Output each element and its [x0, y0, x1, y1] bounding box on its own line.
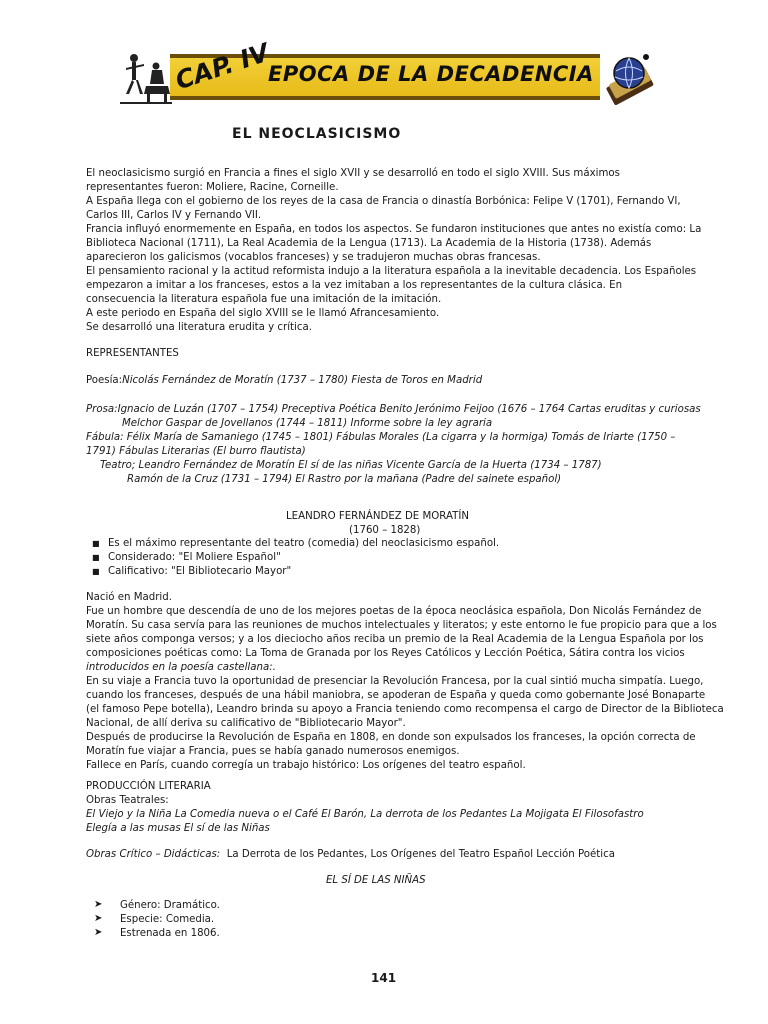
fabula-line: 1791) Fábulas Literarias (El burro flautista) [86, 446, 306, 457]
moratin-heading: LEANDRO FERNÁNDEZ DE MORATÍN [286, 511, 469, 522]
moratin-dates: (1760 – 1828) [349, 525, 421, 536]
intro-line: El pensamiento racional y la actitud reformista indujo a la literatura española a la inevitable decadencia. Los Españoles [86, 266, 697, 277]
bio-line: siete años componga versos; y a los dieciocho años reciba un premio de la Real Academia de la Lengua Española por los [86, 634, 704, 645]
arrow-bullet-icon: ➤ [94, 913, 103, 924]
bio-line: (el famoso Pepe botella), Leandro brinda su apoyo a Francia teniendo como recompensa el cargo de Director de la Biblioteca [86, 704, 724, 715]
arrow-bullet-icon: ➤ [94, 927, 103, 938]
poesia-entry [86, 374, 482, 388]
page-number: 141 [371, 971, 397, 985]
banner-stripe-bottom [170, 96, 600, 100]
obras-line: El Viejo y la Niña La Comedia nueva o el Café El Barón, La derrota de los Pedantes La Mojigata El Filosofastro [86, 809, 644, 820]
bio-line: Nacional, de allí deriva su calificativo de "Bibliotecario Mayor". [86, 718, 406, 729]
intro-line: representantes fueron: Moliere, Racine, Corneille. [86, 182, 339, 193]
bullet-icon: ■ [92, 539, 100, 548]
don-quixote-figures-icon [116, 48, 174, 106]
bio-line: composiciones poéticas como: La Toma de Granada por los Reyes Católicos y Lección Poética, Sátira contra los vicios [86, 648, 685, 659]
intro-line: Se desarrolló una literatura erudita y crítica. [86, 322, 312, 333]
bio-line: Después de producirse la Revolución de España en 1808, en donde son expulsados los franceses, la opción correcta de [86, 732, 696, 743]
teatro-line: Teatro; Leandro Fernández de Moratín El sí de las niñas Vicente García de la Huerta (1734 – 1787) [100, 460, 602, 471]
prosa-text: Ignacio de Luzán (1707 – 1754) Preceptiva Poética Benito Jerónimo Feijoo (1676 – 1764 Cartas eruditas y curiosas [117, 404, 701, 415]
intro-line: A España llega con el gobierno de los reyes de la casa de Francia o dinastía Borbónica: Felipe V (1701), Fernando VI, [86, 196, 681, 207]
critico-text: La Derrota de los Pedantes, Los Orígenes del Teatro Español Lección Poética [226, 849, 615, 860]
representantes-heading: REPRESENTANTES [86, 348, 179, 359]
intro-line: Carlos III, Carlos IV y Fernando VII. [86, 210, 262, 221]
bio-line: Fue un hombre que descendía de uno de los mejores poetas de la época neoclásica española, Don Nicolás Fernández de [86, 606, 702, 617]
arrow-bullet-icon: ➤ [94, 899, 103, 910]
bio-line: Moratín fue viajar a Francia, pues se había ganado numerosos enemigos. [86, 746, 460, 757]
moratin-bullet: Considerado: "El Moliere Español" [108, 552, 281, 563]
intro-line: Biblioteca Nacional (1711), La Real Academia de la Lengua (1713). La Academia de la Historia (1738). Además [86, 238, 652, 249]
intro-line: Francia influyó enormemente en España, en todos los aspectos. Se fundaron instituciones que antes no existía como: La [86, 224, 702, 235]
bio-line: Fallece en París, cuando corregía un trabajo histórico: Los orígenes del teatro español. [86, 760, 526, 771]
prosa-label: Prosa: [86, 404, 118, 415]
si-ninas-item: Estrenada en 1806. [120, 928, 220, 939]
si-ninas-item: Género: Dramático. [120, 900, 220, 911]
intro-line: aparecieron los galicismos (vocablos franceses) y se tradujeron muchas obras francesas. [86, 252, 541, 263]
chapter-banner [110, 37, 656, 108]
prosa-entry [86, 403, 701, 417]
critico-entry [86, 848, 615, 862]
bio-line: En su viaje a Francia tuvo la oportunidad de presenciar la Revolución Francesa, por la cual sintió mucha simpatía. Luego, [86, 676, 704, 687]
obras-label: Obras Teatrales: [86, 795, 169, 806]
bio-line: Moratín. Su casa servía para las reuniones de muchos intelectuales y literatos; y este entorno le fue propicio para que a los [86, 620, 717, 631]
bullet-icon: ■ [92, 553, 100, 562]
poesia-label: Poesía: [86, 375, 123, 386]
bio-line: Nació en Madrid. [86, 592, 172, 603]
fabula-line: Fábula: Félix María de Samaniego (1745 – 1801) Fábulas Morales (La cigarra y la hormiga) Tomás de Iriarte (1750 – [86, 432, 676, 443]
moratin-bullet: Calificativo: "El Bibliotecario Mayor" [108, 566, 292, 577]
intro-line: empezaron a imitar a los franceses, estos a la vez imitaban a los representantes de la cultura clásica. En [86, 280, 623, 291]
chapter-label: CAP. IV [171, 37, 273, 96]
si-ninas-item: Especie: Comedia. [120, 914, 215, 925]
intro-line: consecuencia la literatura española fue una imitación de la imitación. [86, 294, 442, 305]
chapter-title: EPOCA DE LA DECADENCIA [268, 62, 594, 86]
intro-line: El neoclasicismo surgió en Francia a fines el siglo XVII y se desarrolló en todo el siglo XVIII. Sus máximos [86, 168, 620, 179]
globe-book-icon [602, 51, 656, 105]
intro-line: A este periodo en España del siglo XVIII se le llamó Afrancesamiento. [86, 308, 440, 319]
si-ninas-heading: EL SÍ DE LAS NIÑAS [326, 875, 426, 886]
teatro-line: Ramón de la Cruz (1731 – 1794) El Rastro por la mañana (Padre del sainete español) [127, 474, 562, 485]
section-title: EL NEOCLASICISMO [232, 126, 402, 142]
moratin-bullet: Es el máximo representante del teatro (comedia) del neoclasicismo español. [108, 538, 500, 549]
bullet-icon: ■ [92, 567, 100, 576]
bio-line: introducidos en la poesía castellana:. [86, 662, 276, 673]
critico-label: Obras Crítico – Didácticas: [86, 849, 221, 860]
obras-line: Elegía a las musas El sí de las Niñas [86, 823, 270, 834]
prosa-text-2: Melchor Gaspar de Jovellanos (1744 – 1811) Informe sobre la ley agraria [122, 418, 493, 429]
bio-line: cuando los franceses, después de una hábil maniobra, se apoderan de España y queda como gobernante José Bonaparte [86, 690, 706, 701]
produccion-heading: PRODUCCIÓN LITERARIA [86, 781, 211, 792]
poesia-text: Nicolás Fernández de Moratín (1737 – 1780) Fiesta de Toros en Madrid [122, 375, 483, 386]
